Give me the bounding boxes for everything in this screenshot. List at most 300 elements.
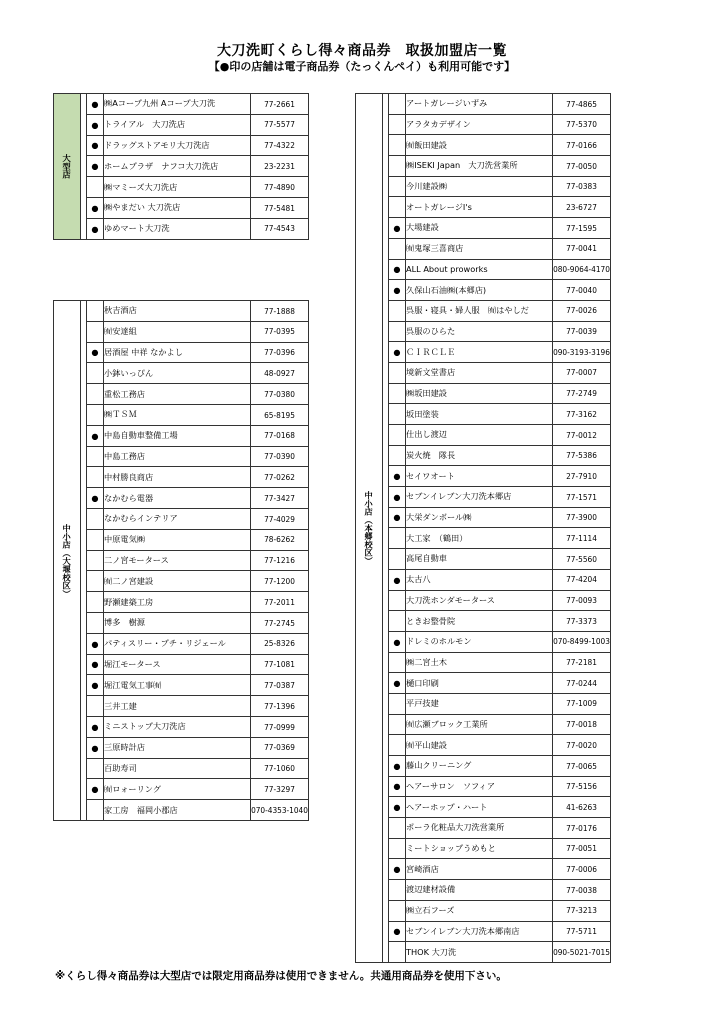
store-row <box>356 921 611 942</box>
store-row <box>54 779 309 800</box>
e-voucher-mark: ● <box>87 654 104 675</box>
e-voucher-mark: ● <box>389 859 406 880</box>
store-row <box>356 218 611 239</box>
store-phone: 77-1200 <box>251 571 309 592</box>
store-name: 宮崎酒店 <box>406 859 553 880</box>
store-phone: 23-2231 <box>251 156 309 177</box>
store-phone: 070-8499-1003 <box>553 631 611 652</box>
store-phone: 41-6263 <box>553 797 611 818</box>
store-phone: 070-4353-1040 <box>251 800 309 821</box>
store-row <box>356 176 611 197</box>
store-name: なかむら電器 <box>104 488 251 509</box>
store-name: 藤山クリーニング <box>406 756 553 777</box>
store-name: 樋口印刷 <box>406 673 553 694</box>
store-name: 博多 樹源 <box>104 612 251 633</box>
e-voucher-mark <box>389 238 406 259</box>
store-phone: 77-0168 <box>251 425 309 446</box>
store-name: 太古八 <box>406 569 553 590</box>
store-name: ㈱二宮土木 <box>406 652 553 673</box>
store-name: オートガレージI's <box>406 197 553 218</box>
store-phone: 77-0039 <box>553 321 611 342</box>
store-phone: 77-0038 <box>553 880 611 901</box>
store-row <box>356 776 611 797</box>
e-voucher-mark: ● <box>87 135 104 156</box>
store-name: 小鉢いっぴん <box>104 363 251 384</box>
store-phone: 77-0999 <box>251 716 309 737</box>
store-row <box>54 571 309 592</box>
store-phone: 77-1571 <box>553 487 611 508</box>
store-name: セブンイレブン大刀洗本郷南店 <box>406 921 553 942</box>
store-name: 大工家 （鶴田） <box>406 528 553 549</box>
store-row <box>356 383 611 404</box>
e-voucher-mark <box>87 758 104 779</box>
store-row <box>54 446 309 467</box>
store-phone: 77-3162 <box>553 404 611 425</box>
e-voucher-mark <box>87 612 104 633</box>
e-voucher-mark <box>87 592 104 613</box>
e-voucher-mark <box>389 880 406 901</box>
store-phone: 77-0006 <box>553 859 611 880</box>
store-row <box>356 528 611 549</box>
e-voucher-mark <box>389 94 406 115</box>
store-phone: 77-0041 <box>553 238 611 259</box>
store-row <box>356 631 611 652</box>
e-voucher-mark <box>389 590 406 611</box>
e-voucher-mark: ● <box>389 487 406 508</box>
e-voucher-mark <box>389 362 406 383</box>
ohori-store-table <box>53 300 309 821</box>
store-name: ときお整骨院 <box>406 611 553 632</box>
store-row <box>356 818 611 839</box>
store-row <box>356 280 611 301</box>
store-phone: 77-0369 <box>251 737 309 758</box>
store-phone: 77-0065 <box>553 756 611 777</box>
store-name: 呉服・寝具・婦人服 ㈲はやしだ <box>406 300 553 321</box>
store-name: ALL About proworks <box>406 259 553 280</box>
store-row <box>54 654 309 675</box>
store-row <box>54 404 309 425</box>
store-row <box>54 321 309 342</box>
e-voucher-mark <box>389 176 406 197</box>
store-phone: 77-4865 <box>553 94 611 115</box>
store-phone: 77-5386 <box>553 445 611 466</box>
e-voucher-mark <box>389 714 406 735</box>
store-row <box>54 675 309 696</box>
e-voucher-mark: ● <box>87 779 104 800</box>
store-row <box>54 135 309 156</box>
e-voucher-mark <box>87 508 104 529</box>
e-voucher-mark: ● <box>87 156 104 177</box>
store-row <box>356 404 611 425</box>
store-name: 呉服のひらた <box>406 321 553 342</box>
store-name: ホームプラザ ナフコ大刀洗店 <box>104 156 251 177</box>
store-name: 渡辺建材設備 <box>406 880 553 901</box>
store-row <box>356 94 611 115</box>
store-phone: 77-3427 <box>251 488 309 509</box>
store-row <box>54 156 309 177</box>
e-voucher-mark: ● <box>389 673 406 694</box>
store-name: セブンイレブン大刀洗本郷店 <box>406 487 553 508</box>
store-name: ヘアーサロン ソフィア <box>406 776 553 797</box>
store-row <box>356 569 611 590</box>
store-phone: 77-0026 <box>553 300 611 321</box>
store-phone: 65-8195 <box>251 404 309 425</box>
store-phone: 77-1081 <box>251 654 309 675</box>
store-row <box>54 467 309 488</box>
store-row <box>54 737 309 758</box>
category-label: 中小店（本郷校区） <box>356 94 383 963</box>
store-phone: 77-0396 <box>251 342 309 363</box>
e-voucher-mark: ● <box>389 797 406 818</box>
store-row <box>356 259 611 280</box>
e-voucher-mark <box>389 528 406 549</box>
store-row <box>356 714 611 735</box>
store-row <box>356 362 611 383</box>
store-phone: 77-0007 <box>553 362 611 383</box>
store-phone: 77-1396 <box>251 696 309 717</box>
e-voucher-mark <box>87 550 104 571</box>
store-phone: 77-4890 <box>251 177 309 198</box>
e-voucher-mark <box>389 114 406 135</box>
store-row <box>356 611 611 632</box>
store-phone: 77-0383 <box>553 176 611 197</box>
e-voucher-mark <box>389 197 406 218</box>
store-phone: 77-4029 <box>251 508 309 529</box>
store-row <box>356 238 611 259</box>
category-label: 中小店（大堰校区） <box>54 301 81 821</box>
store-phone: 77-5370 <box>553 114 611 135</box>
store-row <box>356 445 611 466</box>
store-name: アートガレージいずみ <box>406 94 553 115</box>
store-row <box>356 859 611 880</box>
store-row <box>356 114 611 135</box>
store-name: ポーラ化粧品大刀洗営業所 <box>406 818 553 839</box>
store-row <box>54 342 309 363</box>
store-phone: 77-0012 <box>553 425 611 446</box>
store-phone: 77-3297 <box>251 779 309 800</box>
store-row <box>54 633 309 654</box>
e-voucher-mark <box>389 652 406 673</box>
store-name: ドレミのホルモン <box>406 631 553 652</box>
e-voucher-mark: ● <box>389 507 406 528</box>
hongo-store-table <box>355 93 611 963</box>
e-voucher-mark: ● <box>87 675 104 696</box>
store-name: ㈲鬼塚三喜商店 <box>406 238 553 259</box>
store-row <box>54 94 309 115</box>
e-voucher-mark <box>389 404 406 425</box>
store-row <box>54 488 309 509</box>
store-phone: 77-5560 <box>553 549 611 570</box>
e-voucher-mark: ● <box>389 466 406 487</box>
store-name: ㈱マミーズ大刀洗店 <box>104 177 251 198</box>
page-subtitle: 【●印の店舗は電子商品券（たっくんペイ）も利用可能です】 <box>208 60 516 73</box>
store-row <box>356 838 611 859</box>
store-name: ㈱Aコープ九州 Aコープ大刀洗 <box>104 94 251 115</box>
e-voucher-mark <box>389 900 406 921</box>
e-voucher-mark: ● <box>389 280 406 301</box>
store-name: ㈲二ノ宮建設 <box>104 571 251 592</box>
store-phone: 77-0018 <box>553 714 611 735</box>
store-row <box>54 529 309 550</box>
store-phone: 080-9064-4170 <box>553 259 611 280</box>
store-phone: 77-5156 <box>553 776 611 797</box>
store-row <box>54 612 309 633</box>
e-voucher-mark <box>389 549 406 570</box>
e-voucher-mark <box>389 942 406 963</box>
store-name: セイワオート <box>406 466 553 487</box>
e-voucher-mark <box>389 425 406 446</box>
store-phone: 77-5577 <box>251 114 309 135</box>
store-phone: 090-3193-3196 <box>553 342 611 363</box>
e-voucher-mark: ● <box>389 756 406 777</box>
store-row <box>54 550 309 571</box>
store-name: 中村勝良商店 <box>104 467 251 488</box>
e-voucher-mark <box>389 818 406 839</box>
store-phone: 77-2745 <box>251 612 309 633</box>
store-row <box>54 696 309 717</box>
store-row <box>54 114 309 135</box>
e-voucher-mark <box>87 571 104 592</box>
e-voucher-mark: ● <box>389 776 406 797</box>
store-name: 三井工建 <box>104 696 251 717</box>
store-name: 大栄ダンボール㈱ <box>406 507 553 528</box>
store-name: 坂田塗装 <box>406 404 553 425</box>
store-name: ドラッグストアモリ大刀洗店 <box>104 135 251 156</box>
store-phone: 77-5711 <box>553 921 611 942</box>
store-row <box>356 756 611 777</box>
e-voucher-mark <box>389 321 406 342</box>
e-voucher-mark <box>389 383 406 404</box>
store-name: 野瀬建築工房 <box>104 592 251 613</box>
store-row <box>356 900 611 921</box>
e-voucher-mark <box>389 445 406 466</box>
store-row <box>356 797 611 818</box>
store-name: 境新文堂書店 <box>406 362 553 383</box>
store-name: ＣＩＲＣＬＥ <box>406 342 553 363</box>
store-phone: 77-2181 <box>553 652 611 673</box>
e-voucher-mark: ● <box>87 218 104 239</box>
e-voucher-mark <box>87 321 104 342</box>
store-name: 大場建設 <box>406 218 553 239</box>
e-voucher-mark <box>87 467 104 488</box>
e-voucher-mark <box>87 446 104 467</box>
store-phone: 77-3373 <box>553 611 611 632</box>
store-row <box>54 716 309 737</box>
store-row <box>356 466 611 487</box>
store-phone: 25-8326 <box>251 633 309 654</box>
store-name: 堀江電気工事㈲ <box>104 675 251 696</box>
e-voucher-mark <box>389 735 406 756</box>
store-name: 高尾自動車 <box>406 549 553 570</box>
store-phone: 77-1216 <box>251 550 309 571</box>
store-row <box>356 549 611 570</box>
store-phone: 77-0176 <box>553 818 611 839</box>
store-phone: 77-0387 <box>251 675 309 696</box>
store-name: パティスリー・プチ・リジェール <box>104 633 251 654</box>
store-phone: 77-0166 <box>553 135 611 156</box>
store-name: 中島工務店 <box>104 446 251 467</box>
store-name: 今川建設㈱ <box>406 176 553 197</box>
store-phone: 77-0050 <box>553 156 611 177</box>
e-voucher-mark: ● <box>87 94 104 115</box>
store-row <box>356 487 611 508</box>
store-row <box>356 300 611 321</box>
store-phone: 77-4543 <box>251 218 309 239</box>
store-row <box>54 197 309 218</box>
e-voucher-mark <box>389 156 406 177</box>
e-voucher-mark: ● <box>87 488 104 509</box>
store-name: ミートショップうめもと <box>406 838 553 859</box>
e-voucher-mark <box>87 384 104 405</box>
store-name: 堀江モータース <box>104 654 251 675</box>
e-voucher-mark: ● <box>389 218 406 239</box>
store-phone: 48-0927 <box>251 363 309 384</box>
e-voucher-mark: ● <box>87 737 104 758</box>
e-voucher-mark: ● <box>87 197 104 218</box>
store-row <box>356 156 611 177</box>
store-row <box>54 301 309 322</box>
store-phone: 77-3213 <box>553 900 611 921</box>
store-name: ㈲ロォーリング <box>104 779 251 800</box>
store-phone: 77-2011 <box>251 592 309 613</box>
e-voucher-mark <box>87 363 104 384</box>
store-row <box>356 197 611 218</box>
e-voucher-mark: ● <box>389 569 406 590</box>
store-phone: 77-0093 <box>553 590 611 611</box>
store-phone: 77-4322 <box>251 135 309 156</box>
store-phone: 77-0395 <box>251 321 309 342</box>
store-row <box>356 425 611 446</box>
page-title: 大刀洗町くらし得々商品券 取扱加盟店一覧 <box>217 43 507 59</box>
store-name: 仕出し渡辺 <box>406 425 553 446</box>
e-voucher-mark <box>87 177 104 198</box>
store-phone: 27-7910 <box>553 466 611 487</box>
store-row <box>54 177 309 198</box>
e-voucher-mark: ● <box>389 921 406 942</box>
store-phone: 090-5021-7015 <box>553 942 611 963</box>
e-voucher-mark: ● <box>87 716 104 737</box>
store-phone: 77-0390 <box>251 446 309 467</box>
store-row <box>54 800 309 821</box>
store-row <box>356 693 611 714</box>
e-voucher-mark: ● <box>87 425 104 446</box>
category-label: 大型店 <box>54 94 81 240</box>
store-name: 百助寿司 <box>104 758 251 779</box>
store-phone: 77-0040 <box>553 280 611 301</box>
store-name: 中原電気㈱ <box>104 529 251 550</box>
e-voucher-mark <box>87 301 104 322</box>
store-row <box>356 652 611 673</box>
store-name: 二ノ宮モータース <box>104 550 251 571</box>
store-phone: 77-0380 <box>251 384 309 405</box>
store-name: 中島自動車整備工場 <box>104 425 251 446</box>
store-name: ㈱ＴＳＭ <box>104 404 251 425</box>
store-name: ㈲安達組 <box>104 321 251 342</box>
store-row <box>54 508 309 529</box>
store-name: ヘアーホップ・ハート <box>406 797 553 818</box>
store-row <box>54 592 309 613</box>
store-row <box>54 758 309 779</box>
large-store-table <box>53 93 309 240</box>
store-name: ㈱やまだい 大刀洗店 <box>104 197 251 218</box>
store-name: ㈱ISEKI Japan 大刀洗営業所 <box>406 156 553 177</box>
store-phone: 77-1060 <box>251 758 309 779</box>
store-phone: 77-3900 <box>553 507 611 528</box>
store-name: ゆめマート大刀洗 <box>104 218 251 239</box>
store-name: ㈲広瀬ブロック工業所 <box>406 714 553 735</box>
store-name: THOK 大刀洗 <box>406 942 553 963</box>
store-name: 秋吉酒店 <box>104 301 251 322</box>
e-voucher-mark: ● <box>389 631 406 652</box>
store-phone: 23-6727 <box>553 197 611 218</box>
store-name: アラタカデザイン <box>406 114 553 135</box>
store-row <box>54 218 309 239</box>
store-name: なかむらインテリア <box>104 508 251 529</box>
store-name: 大刀洗ホンダモータース <box>406 590 553 611</box>
e-voucher-mark: ● <box>87 342 104 363</box>
e-voucher-mark: ● <box>87 114 104 135</box>
e-voucher-mark: ● <box>87 633 104 654</box>
store-name: ㈱立石フーズ <box>406 900 553 921</box>
e-voucher-mark <box>389 693 406 714</box>
store-row <box>356 880 611 901</box>
footnote: ※くらし得々商品券は大型店では限定用商品券は使用できません。共通用商品券を使用下さい。 <box>55 970 507 982</box>
store-row <box>356 735 611 756</box>
store-name: 炭火焼 隊長 <box>406 445 553 466</box>
e-voucher-mark <box>87 404 104 425</box>
store-phone: 77-5481 <box>251 197 309 218</box>
store-row <box>356 321 611 342</box>
store-phone: 77-1595 <box>553 218 611 239</box>
store-name: 居酒屋 中祥 なかよし <box>104 342 251 363</box>
store-name: 平戸技建 <box>406 693 553 714</box>
store-row <box>54 363 309 384</box>
store-name: 久保山石油㈱(本郷店) <box>406 280 553 301</box>
store-phone: 77-2749 <box>553 383 611 404</box>
store-phone: 77-1888 <box>251 301 309 322</box>
store-phone: 77-0244 <box>553 673 611 694</box>
e-voucher-mark <box>87 800 104 821</box>
store-row <box>356 507 611 528</box>
store-phone: 77-2661 <box>251 94 309 115</box>
store-row <box>356 135 611 156</box>
store-name: ミニストップ大刀洗店 <box>104 716 251 737</box>
store-row <box>356 673 611 694</box>
store-phone: 77-0262 <box>251 467 309 488</box>
store-phone: 77-0051 <box>553 838 611 859</box>
store-phone: 77-1009 <box>553 693 611 714</box>
store-phone: 77-1114 <box>553 528 611 549</box>
e-voucher-mark: ● <box>389 259 406 280</box>
store-name: 三原時計店 <box>104 737 251 758</box>
store-name: ㈲飯田建設 <box>406 135 553 156</box>
store-name: トライアル 大刀洗店 <box>104 114 251 135</box>
e-voucher-mark <box>87 529 104 550</box>
store-name: 家工房 福岡小郡店 <box>104 800 251 821</box>
store-name: 重松工務店 <box>104 384 251 405</box>
store-phone: 78-6262 <box>251 529 309 550</box>
store-row <box>356 590 611 611</box>
e-voucher-mark <box>87 696 104 717</box>
e-voucher-mark: ● <box>389 342 406 363</box>
store-phone: 77-0020 <box>553 735 611 756</box>
e-voucher-mark <box>389 838 406 859</box>
e-voucher-mark <box>389 300 406 321</box>
store-row <box>356 342 611 363</box>
store-row <box>54 384 309 405</box>
e-voucher-mark <box>389 611 406 632</box>
store-row <box>356 942 611 963</box>
